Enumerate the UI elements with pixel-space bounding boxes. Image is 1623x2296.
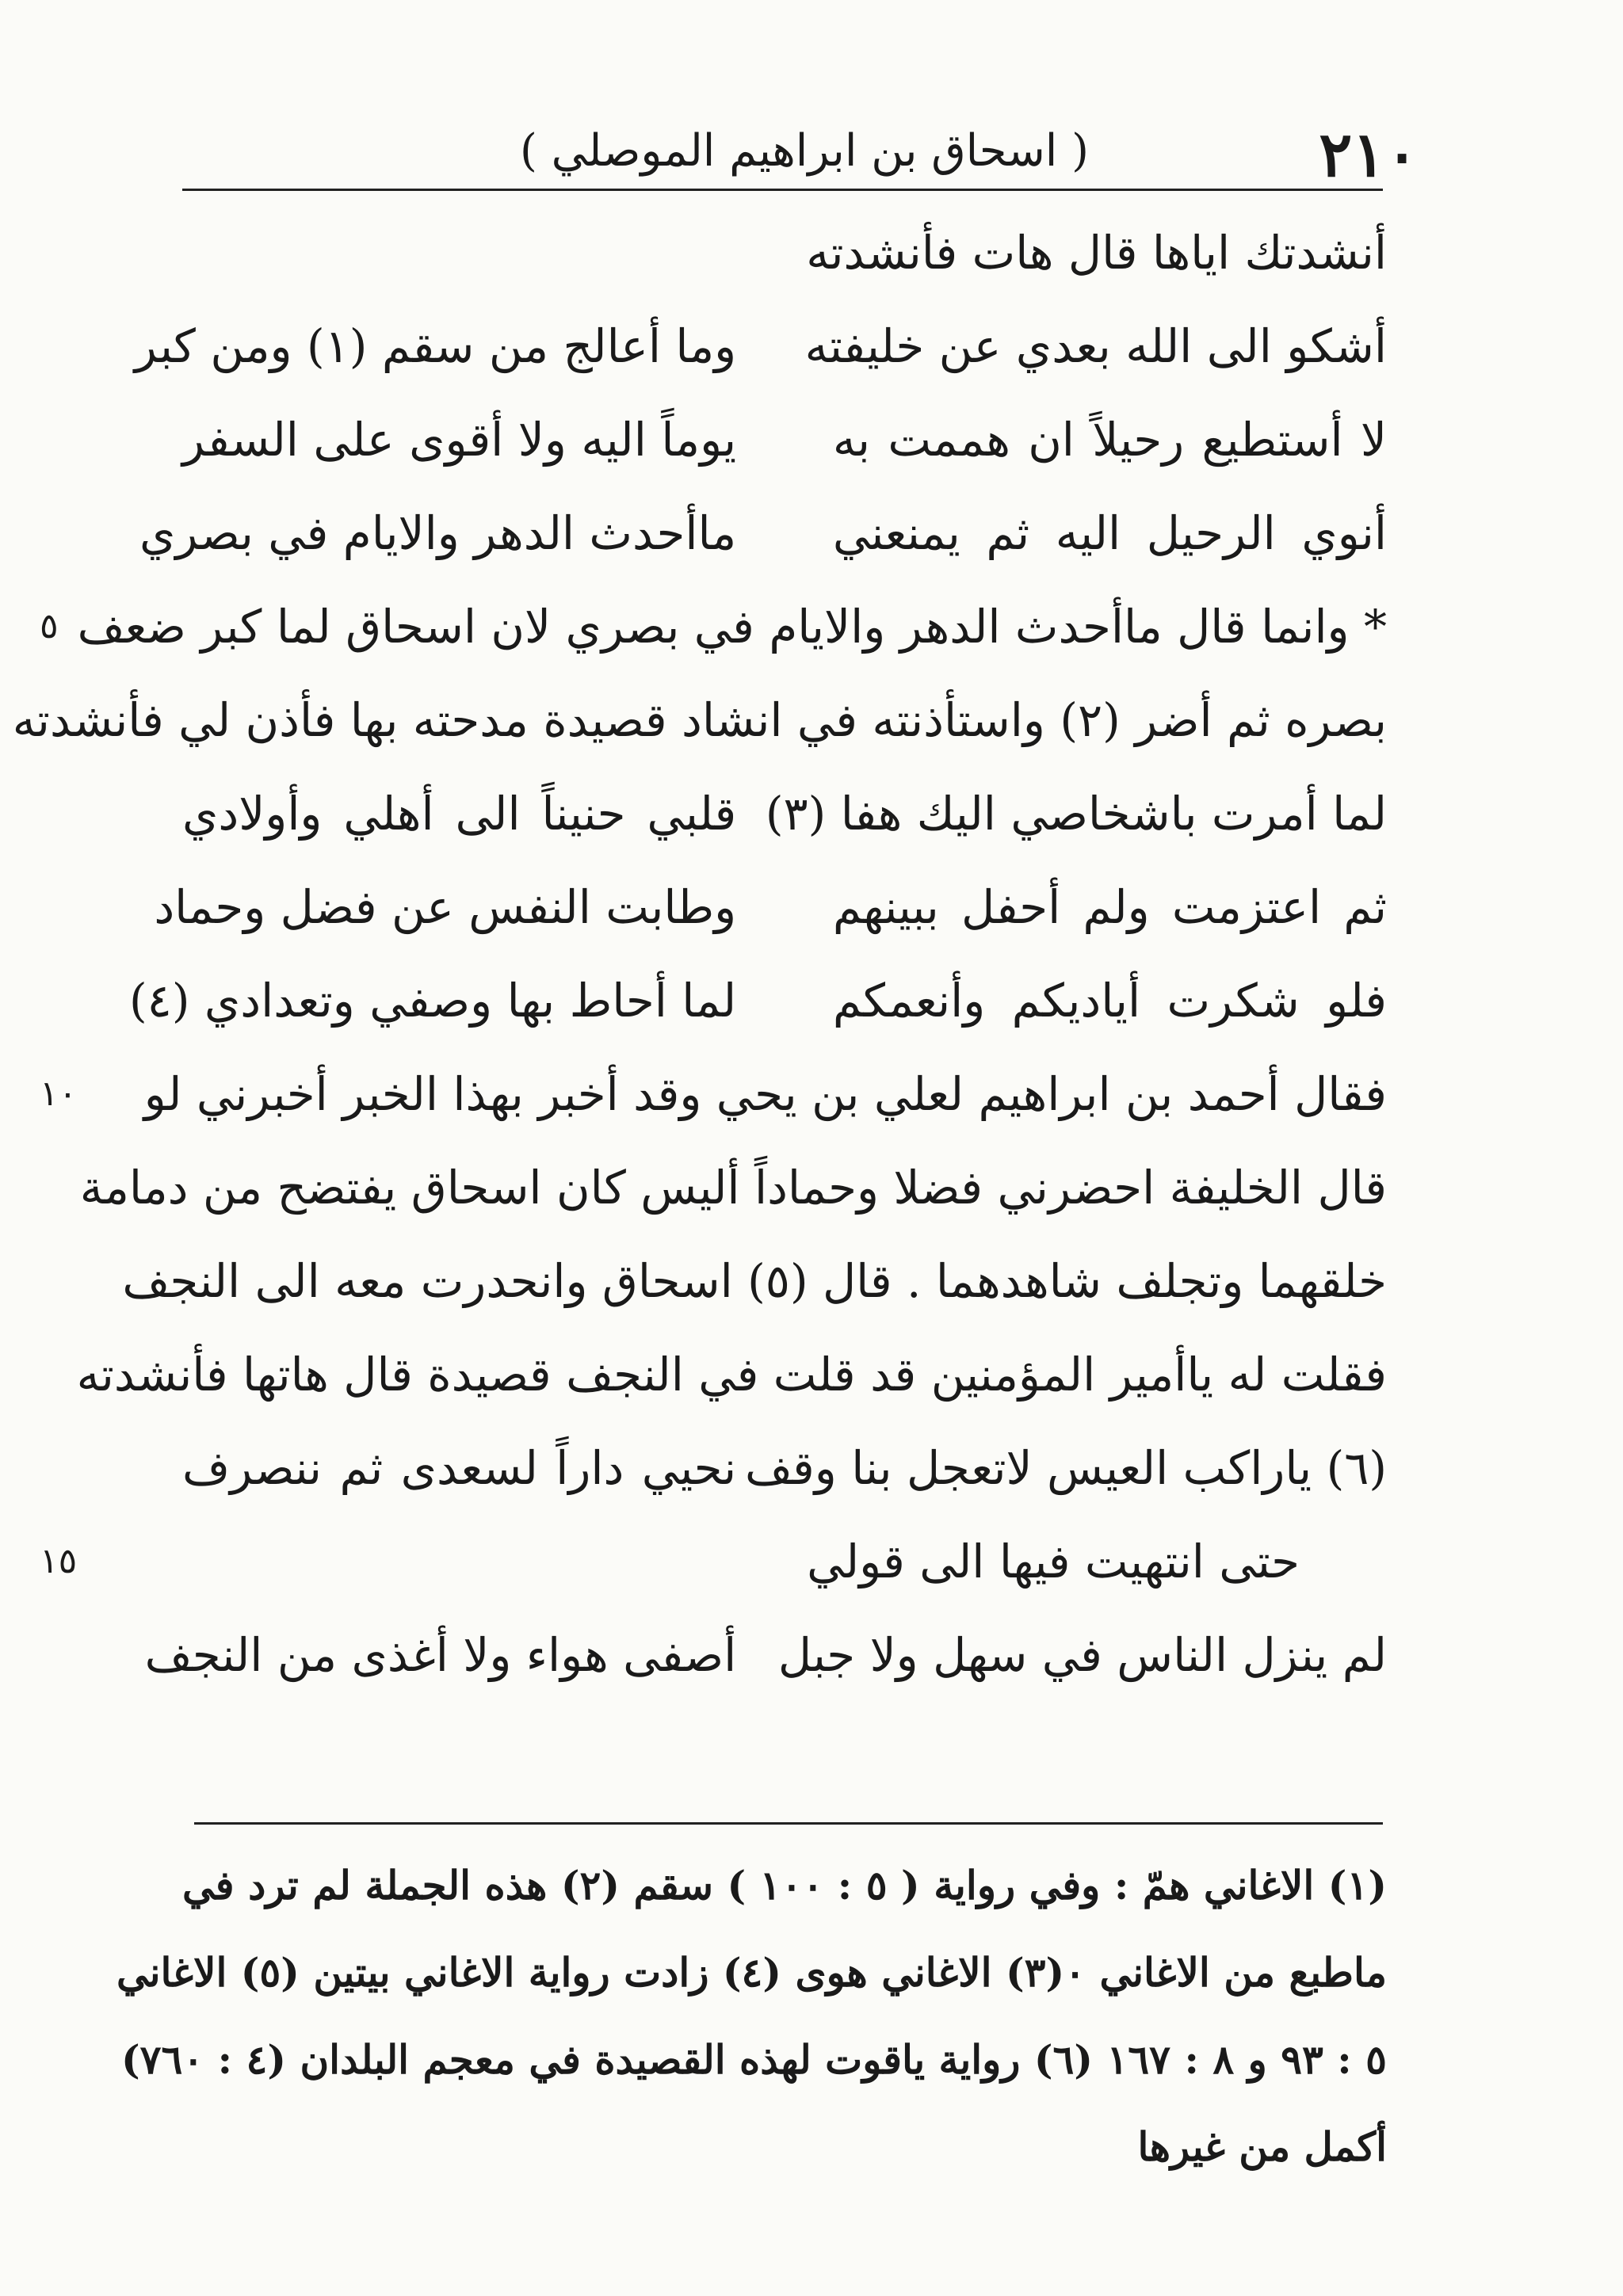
prose-line: أنشدتك اياها قال هات فأنشدته — [806, 226, 1387, 280]
verse-first-hemistich: لا أستطيع رحيلاً ان هممت به — [832, 413, 1387, 467]
verse-first-hemistich: لم ينزل الناس في سهل ولا جبل — [777, 1628, 1387, 1682]
verse-second-hemistich: نحيي داراً لسعدى ثم ننصرف — [182, 1441, 737, 1495]
footnote-line: ماطبع من الاغاني ٠(٣) الاغاني هوى (٤) زادت رواية الاغاني بيتين (٥) الاغاني — [116, 1949, 1387, 1996]
footnotes — [116, 1842, 1388, 2191]
prose-line: قال الخليفة احضرني فضلا وحماداً أليس كان اسحاق يفتضح من دمامة — [79, 1161, 1387, 1215]
footnote-rule — [194, 1822, 1383, 1825]
prose-line: فقلت له ياأمير المؤمنين قد قلت في النجف قصيدة قال هاتها فأنشدته — [76, 1348, 1387, 1402]
prose-line: خلقهما وتجلف شاهدهما . قال (٥) اسحاق وانحدرت معه الى النجف — [122, 1254, 1387, 1308]
verse-line — [182, 1421, 1387, 1515]
prose-text: حتى انتهيت فيها الى قولي — [807, 1535, 1300, 1589]
verse-line — [182, 767, 1387, 860]
verse-line — [144, 1608, 1387, 1702]
verse-line — [134, 299, 1387, 393]
line-number: ١٥ — [40, 1541, 78, 1581]
page-number: ٢١٠ — [1319, 119, 1419, 191]
verse-first-hemistich: أشكو الى الله بعدي عن خليفته — [804, 319, 1387, 373]
prose-text: فقال أحمد بن ابراهيم لعلي بن يحي وقد أخبر بهذا الخبر أخبرني لو — [143, 1067, 1387, 1121]
verse-line — [129, 954, 1387, 1047]
line-number: ١٠ — [40, 1074, 78, 1114]
verse-second-hemistich: يوماً اليه ولا أقوى على السفر — [182, 413, 737, 467]
verse-first-hemistich: لما أمرت باشخاصي اليك هفا (٣) — [765, 787, 1387, 841]
page-header — [182, 111, 1426, 190]
verse-second-hemistich: أصفى هواء ولا أغذى من النجف — [144, 1628, 737, 1682]
verse-first-hemistich: فلو شكرت أياديكم وأنعمكم — [832, 974, 1387, 1028]
verse-second-hemistich: قلبي حنيناً الى أهلي وأولادي — [182, 787, 737, 841]
verse-line — [154, 860, 1387, 954]
prose-line — [40, 1047, 1387, 1141]
verse-line — [139, 486, 1387, 580]
verse-first-hemistich: (٦) ياراكب العيس لاتعجل بنا وقف — [745, 1441, 1387, 1495]
verse-line — [182, 393, 1387, 486]
verse-second-hemistich: ماأحدث الدهر والايام في بصري — [139, 506, 737, 560]
prose-line — [40, 1515, 1387, 1608]
main-text — [12, 206, 1387, 1702]
footnote-line: أكمل من غيرها — [1137, 2123, 1387, 2170]
verse-second-hemistich: لما أحاط بها وصفي وتعدادي (٤) — [129, 974, 737, 1028]
prose-line — [40, 580, 1387, 673]
line-number: ٥ — [40, 606, 59, 646]
prose-text: * وانما قال ماأحدث الدهر والايام في بصري لان اسحاق لما كبر ضعف — [77, 600, 1387, 654]
verse-second-hemistich: وطابت النفس عن فضل وحماد — [154, 880, 737, 934]
verse-second-hemistich: وما أعالج من سقم (١) ومن كبر — [134, 319, 737, 373]
running-title: ( اسحاق بن ابراهيم الموصلي ) — [519, 125, 1090, 177]
footnote-line: ٥ : ٩٣ و ٨ : ١٦٧ (٦) رواية ياقوت لهذه القصيدة في معجم البلدان (٤ : ٧٦٠) — [121, 2036, 1387, 2083]
verse-first-hemistich: أنوي الرحيل اليه ثم يمنعني — [832, 506, 1387, 560]
verse-first-hemistich: ثم اعتزمت ولم أحفل ببينهم — [832, 880, 1387, 934]
footnote-line: (١) الاغاني همّ : وفي رواية ( ٥ : ١٠٠ ) سقم (٢) هذه الجملة لم ترد في — [182, 1862, 1388, 1909]
header-rule — [182, 189, 1383, 191]
prose-line: بصره ثم أضر (٢) واستأذنته في انشاد قصيدة مدحته بها فأذن لي فأنشدته — [12, 693, 1387, 747]
